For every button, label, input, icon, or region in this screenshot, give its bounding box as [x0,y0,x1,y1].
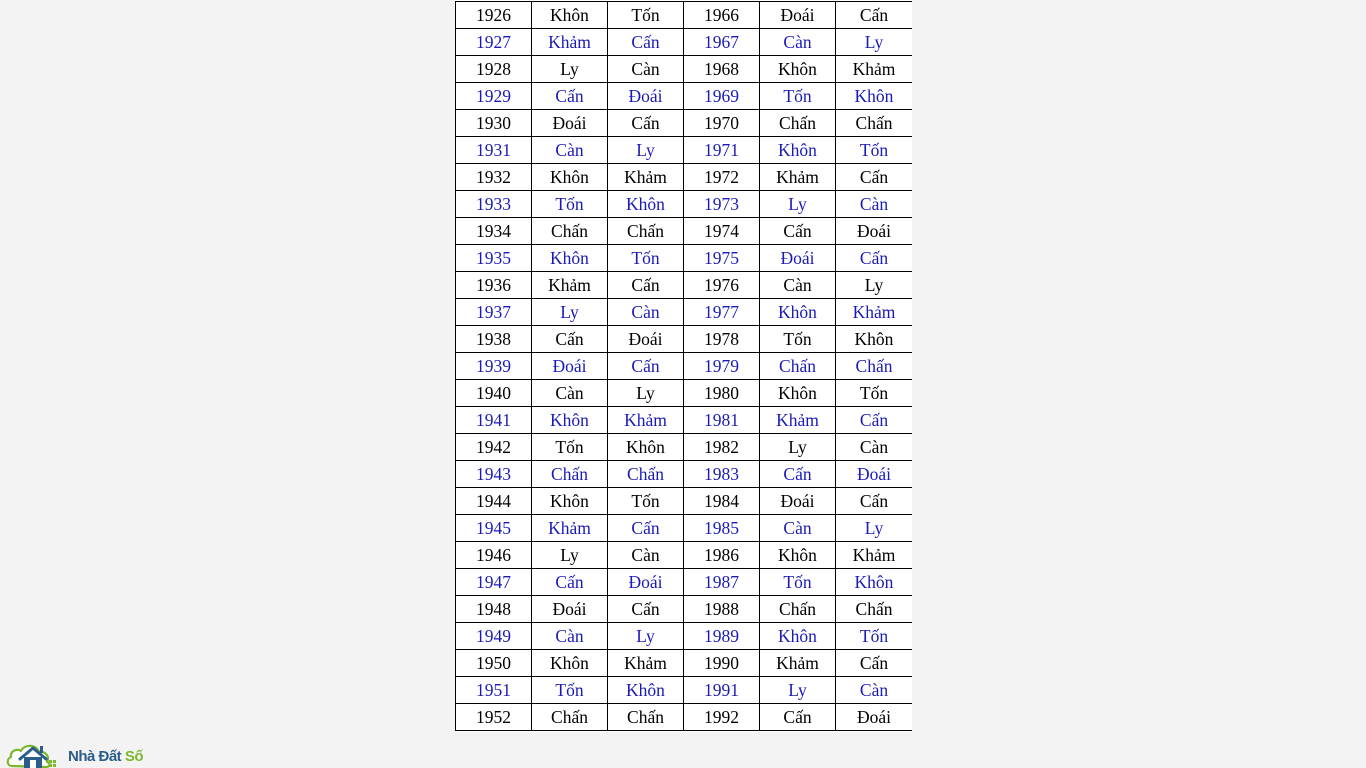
table-cell: Tốn [608,488,684,515]
table-cell: 1952 [456,704,532,731]
table-cell: Khảm [608,650,684,677]
table-cell: Cấn [532,83,608,110]
table-cell: Khôn [532,650,608,677]
table-cell: Khôn [760,137,836,164]
table-cell: 1980 [684,380,760,407]
table-cell: 1942 [456,434,532,461]
table-cell: 1950 [456,650,532,677]
table-cell: Tốn [760,326,836,353]
table-cell: Chấn [608,218,684,245]
table-cell: 1927 [456,29,532,56]
table-cell: Ly [532,542,608,569]
table-cell: Khôn [608,434,684,461]
table-cell: Đoái [760,2,836,29]
table-cell: Cấn [532,326,608,353]
table-cell: 1990 [684,650,760,677]
table-row [456,326,913,353]
table-row [456,245,913,272]
table-cell: 1977 [684,299,760,326]
table-row [456,515,913,542]
table-row [456,569,913,596]
table-cell: Càn [532,137,608,164]
table-cell: Khôn [760,380,836,407]
table-cell: Cấn [608,110,684,137]
table-cell: 1943 [456,461,532,488]
table-cell: 1939 [456,353,532,380]
table-row [456,461,913,488]
feng-shui-table [455,1,912,731]
table-cell: Cấn [608,515,684,542]
table-cell: Khôn [532,407,608,434]
table-cell: 1933 [456,191,532,218]
table-cell: 1929 [456,83,532,110]
table-cell: 1971 [684,137,760,164]
table-cell: Khảm [532,29,608,56]
table-cell: 1938 [456,326,532,353]
table-cell: Đoái [760,488,836,515]
table-cell: Chấn [608,704,684,731]
table-cell: Ly [532,299,608,326]
table-cell: Tốn [760,83,836,110]
table-cell: Cấn [836,2,913,29]
table-cell: 1972 [684,164,760,191]
table-cell: Đoái [836,704,913,731]
table-row [456,2,913,29]
table-cell: Khôn [532,245,608,272]
table-cell: 1936 [456,272,532,299]
table-row [456,110,913,137]
table-cell: Ly [608,380,684,407]
table-cell: Chấn [760,110,836,137]
table-cell: Khảm [836,299,913,326]
table-cell: Khôn [608,677,684,704]
table-cell: 1984 [684,488,760,515]
table-cell: Khảm [532,272,608,299]
table-cell: Ly [836,515,913,542]
table-cell: Đoái [532,353,608,380]
table-cell: Tốn [608,2,684,29]
table-cell: Đoái [532,596,608,623]
table-cell: Tốn [836,137,913,164]
table-cell: Tốn [836,380,913,407]
table-cell: 1979 [684,353,760,380]
table-cell: Ly [608,623,684,650]
table-cell: 1937 [456,299,532,326]
table-cell: Chấn [836,353,913,380]
table-row [456,191,913,218]
table-cell: Ly [836,29,913,56]
table-cell: 1944 [456,488,532,515]
table-cell: 1978 [684,326,760,353]
table-cell: 1992 [684,704,760,731]
table-cell: 1951 [456,677,532,704]
table-row [456,56,913,83]
table-row [456,83,913,110]
table-cell: 1989 [684,623,760,650]
table-cell: Ly [836,272,913,299]
table-cell: 1940 [456,380,532,407]
table-body [456,2,913,731]
table-cell: Cấn [760,704,836,731]
table-cell: Càn [760,29,836,56]
table-cell: Khôn [836,326,913,353]
table-cell: Tốn [532,677,608,704]
table-cell: Tốn [760,569,836,596]
table-cell: Khôn [836,83,913,110]
table-cell: Cấn [836,650,913,677]
table-row [456,299,913,326]
table-cell: Khôn [760,299,836,326]
table-cell: Ly [760,434,836,461]
table-cell: 1985 [684,515,760,542]
table-cell: Khôn [532,2,608,29]
table-cell: Khôn [760,542,836,569]
table-cell: 1930 [456,110,532,137]
table-row [456,596,913,623]
table-cell: 1975 [684,245,760,272]
table-cell: 1969 [684,83,760,110]
table-cell: Đoái [836,218,913,245]
table-row [456,434,913,461]
table-cell: Khảm [836,542,913,569]
table-row [456,218,913,245]
table-cell: 1941 [456,407,532,434]
table-cell: 1946 [456,542,532,569]
table-cell: 1986 [684,542,760,569]
table-cell: 1948 [456,596,532,623]
table-cell: Khảm [608,164,684,191]
table-cell: Cấn [608,596,684,623]
table-cell: 1970 [684,110,760,137]
logo-text [68,748,143,765]
table-cell: 1968 [684,56,760,83]
table-cell: 1966 [684,2,760,29]
table-cell: Càn [836,434,913,461]
table-cell: 1931 [456,137,532,164]
table-cell: Cấn [608,272,684,299]
logo-text-primary: Nhà Đất [68,748,125,765]
table-cell: 1934 [456,218,532,245]
table-cell: Chấn [836,110,913,137]
table-cell: Khảm [760,164,836,191]
table-cell: Cấn [608,353,684,380]
table-cell: 1973 [684,191,760,218]
logo-text-accent: Số [124,748,144,765]
table-cell: Cấn [836,488,913,515]
table-cell: Đoái [532,110,608,137]
table-cell: Càn [836,191,913,218]
table-cell: Chấn [532,461,608,488]
table-cell: 1976 [684,272,760,299]
table-cell: Tốn [608,245,684,272]
table-cell: Đoái [760,245,836,272]
table-cell: Cấn [836,407,913,434]
table-cell: Cấn [532,569,608,596]
table-row [456,677,913,704]
table-cell: Cấn [836,245,913,272]
table-cell: Chấn [760,353,836,380]
table-cell: Khôn [760,623,836,650]
table-row [456,488,913,515]
table-cell: Khôn [532,164,608,191]
table-cell: Càn [836,677,913,704]
table-cell: Cấn [608,29,684,56]
table-cell: 1988 [684,596,760,623]
table-cell: Càn [532,623,608,650]
table-cell: Đoái [608,83,684,110]
table-cell: 1947 [456,569,532,596]
table-cell: Chấn [608,461,684,488]
table-cell: 1982 [684,434,760,461]
table-cell: Tốn [532,434,608,461]
table-row [456,623,913,650]
table-cell: Ly [760,191,836,218]
table-cell: 1981 [684,407,760,434]
site-logo [6,732,166,768]
table-row [456,164,913,191]
table-cell: 1945 [456,515,532,542]
table-row [456,407,913,434]
table-row [456,137,913,164]
table-cell: Khôn [836,569,913,596]
table-cell: Ly [532,56,608,83]
table-cell: 1935 [456,245,532,272]
table-container [455,0,912,732]
table-cell: Càn [532,380,608,407]
table-cell: Khảm [760,650,836,677]
table-cell: 1991 [684,677,760,704]
table-row [456,272,913,299]
table-cell: Chấn [532,704,608,731]
table-cell: Tốn [532,191,608,218]
table-cell: Càn [608,542,684,569]
table-cell: 1967 [684,29,760,56]
table-cell: Đoái [608,326,684,353]
table-cell: Chấn [532,218,608,245]
table-cell: Ly [608,137,684,164]
table-row [456,704,913,731]
table-cell: Cấn [760,218,836,245]
table-cell: Khảm [760,407,836,434]
table-cell: 1932 [456,164,532,191]
table-cell: Đoái [836,461,913,488]
table-row [456,542,913,569]
table-cell: Khảm [532,515,608,542]
table-cell: Chấn [760,596,836,623]
table-cell: Khôn [760,56,836,83]
table-cell: 1926 [456,2,532,29]
table-row [456,380,913,407]
house-cloud-icon [6,732,68,768]
table-row [456,353,913,380]
table-cell: 1983 [684,461,760,488]
table-row [456,29,913,56]
table-cell: Khảm [608,407,684,434]
table-cell: Khôn [608,191,684,218]
table-row [456,650,913,677]
table-cell: 1974 [684,218,760,245]
table-cell: Đoái [608,569,684,596]
table-cell: 1987 [684,569,760,596]
table-cell: Khảm [836,56,913,83]
table-cell: Càn [760,272,836,299]
table-cell: 1949 [456,623,532,650]
table-cell: Cấn [760,461,836,488]
table-cell: Càn [760,515,836,542]
table-cell: Tốn [836,623,913,650]
table-cell: Khôn [532,488,608,515]
table-cell: Chấn [836,596,913,623]
table-cell: Cấn [836,164,913,191]
table-cell: 1928 [456,56,532,83]
table-cell: Càn [608,299,684,326]
table-cell: Càn [608,56,684,83]
table-cell: Ly [760,677,836,704]
